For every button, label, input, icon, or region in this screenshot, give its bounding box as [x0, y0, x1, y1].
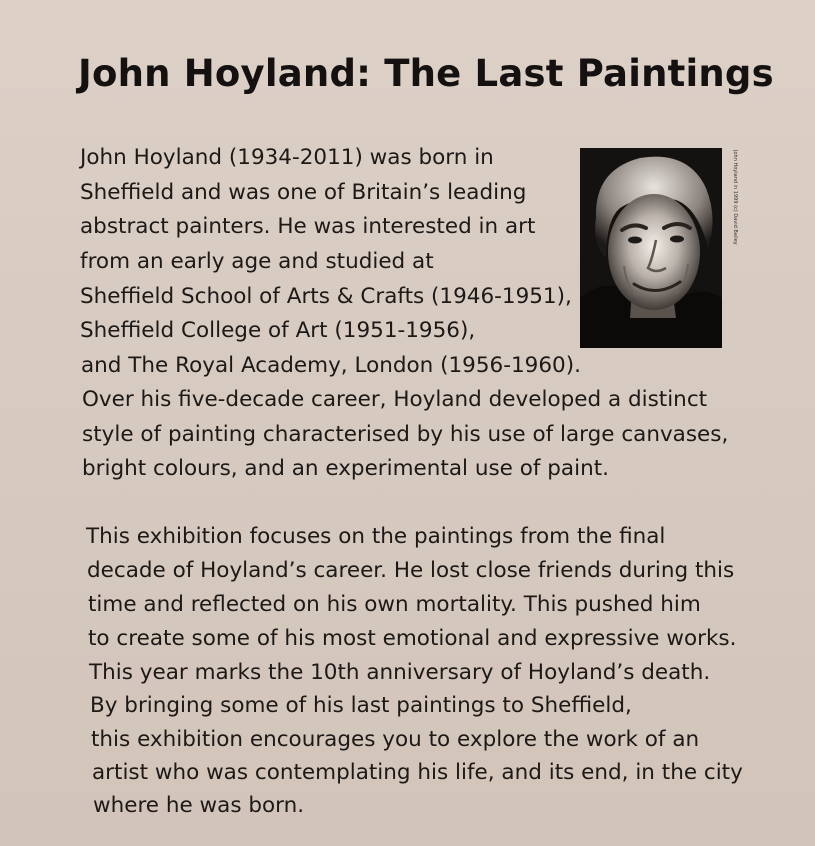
- intro-line: Over his five-decade career, Hoyland developed a distinct: [82, 387, 708, 412]
- intro-line: bright colours, and an experimental use of paint.: [82, 456, 609, 481]
- intro-line: Sheffield College of Art (1951-1956),: [80, 318, 476, 343]
- portrait-credit: John Hoyland in 1999 (c) David Bailey: [732, 150, 738, 245]
- focus-line: this exhibition encourages you to explore the work of an: [91, 727, 700, 752]
- portrait-photo-icon: [580, 148, 722, 348]
- focus-line: artist who was contemplating his life, and its end, in the city: [92, 760, 743, 785]
- focus-line: This year marks the 10th anniversary of Hoyland’s death.: [89, 660, 711, 685]
- intro-line: John Hoyland (1934-2011) was born in: [80, 145, 494, 170]
- focus-line: to create some of his most emotional and expressive works.: [88, 626, 737, 651]
- intro-line: style of painting characterised by his use of large canvases,: [82, 422, 729, 447]
- panel-title: John Hoyland: The Last Paintings: [78, 52, 774, 95]
- intro-line: from an early age and studied at: [80, 249, 434, 274]
- focus-line: time and reflected on his own mortality. This pushed him: [88, 592, 701, 617]
- focus-line: decade of Hoyland’s career. He lost close friends during this: [87, 558, 735, 583]
- focus-line: By bringing some of his last paintings to Sheffield,: [90, 693, 632, 718]
- focus-line: This exhibition focuses on the paintings from the final: [86, 524, 666, 549]
- intro-line: Sheffield School of Arts & Crafts (1946-1951),: [80, 284, 572, 309]
- intro-line: abstract painters. He was interested in art: [80, 214, 536, 239]
- focus-line: where he was born.: [93, 793, 305, 818]
- intro-line: Sheffield and was one of Britain’s leading: [80, 180, 527, 205]
- intro-line: and The Royal Academy, London (1956-1960).: [81, 353, 581, 378]
